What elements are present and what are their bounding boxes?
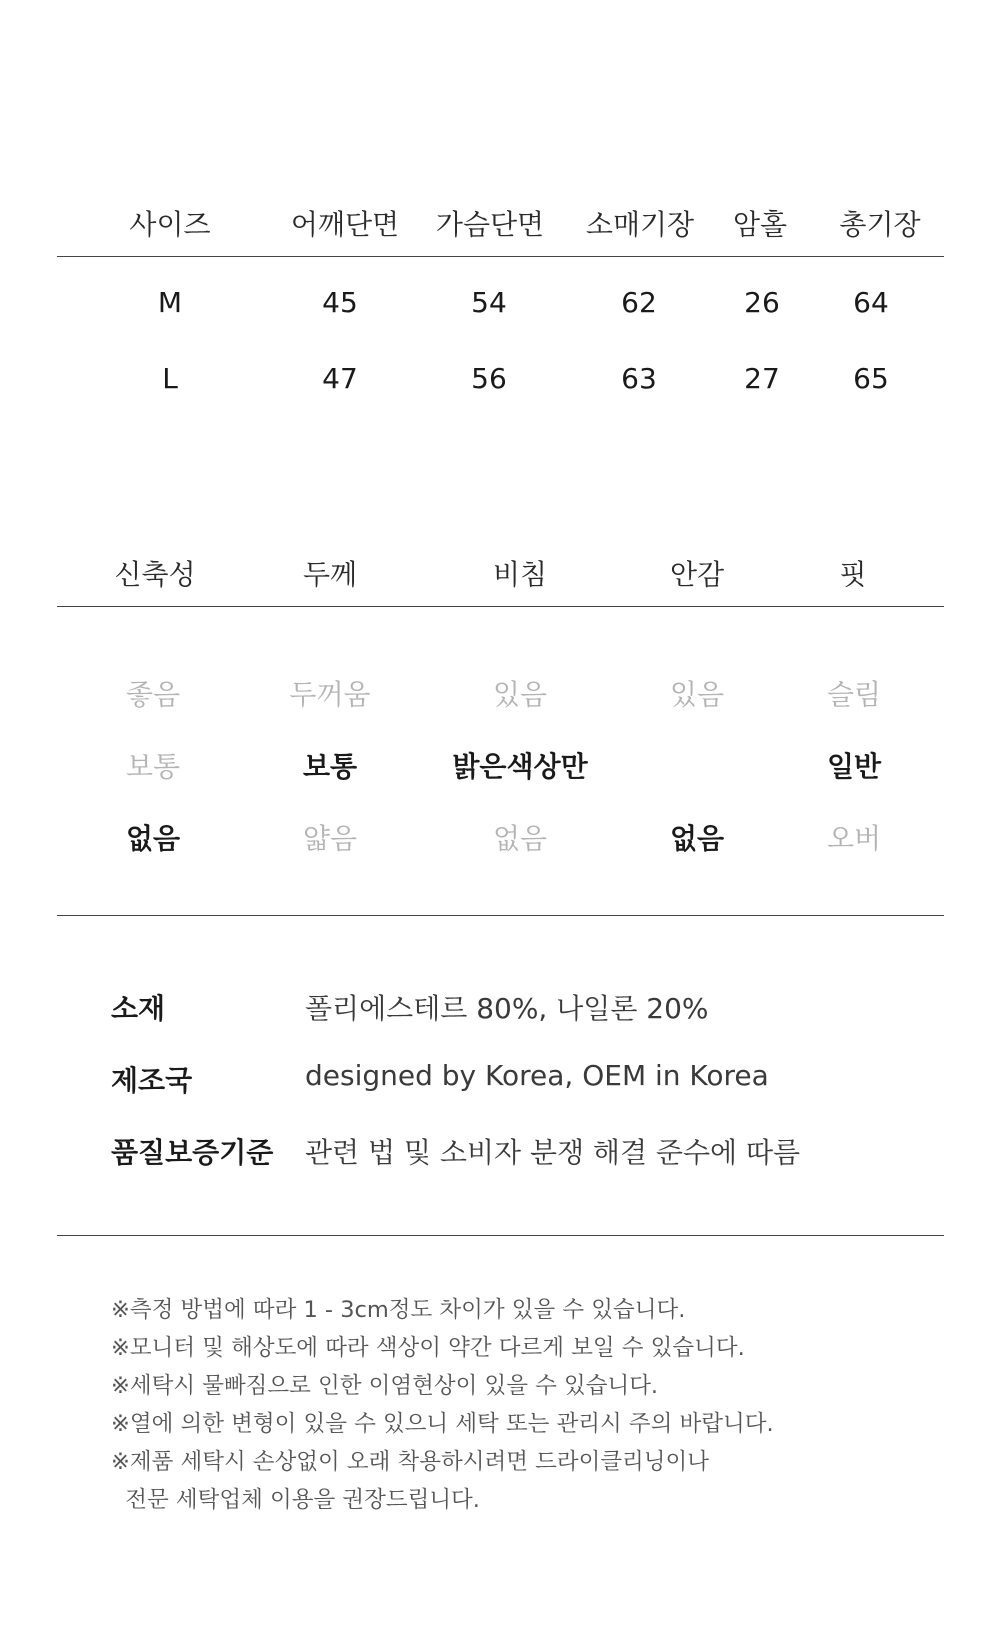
option-lining-none: 없음 [669,822,725,855]
size-label: M [157,286,183,319]
option-thickness-thin: 얇음 [302,822,358,855]
option-sheer-none: 없음 [492,822,548,855]
option-stretch-none: 없음 [125,822,181,855]
fabric-table-bottom-divider [57,915,944,916]
chest-value: 54 [471,286,507,319]
chest-value: 56 [471,362,507,395]
info-label: 소재 [111,992,166,1025]
note-line: ※열에 의한 변형이 있을 수 있으니 세탁 또는 관리시 주의 바랍니다. [111,1411,774,1437]
size-header-size: 사이즈 [129,208,211,241]
option-lining-yes: 있음 [669,678,725,711]
option-fit-slim: 슬림 [826,678,882,711]
size-header-length: 총기장 [839,208,921,241]
info-value: 폴리에스테르 80%, 나일론 20% [305,992,709,1025]
sleeve-value: 62 [621,286,657,319]
sleeve-value: 63 [621,362,657,395]
size-header-sleeve: 소매기장 [585,208,695,241]
fabric-header-sheerness: 비침 [492,558,548,591]
shoulder-value: 47 [322,362,358,395]
size-table-divider [57,256,944,257]
armhole-value: 27 [744,362,780,395]
option-thickness-thick: 두꺼움 [289,678,371,711]
fabric-header-lining: 안감 [669,558,725,591]
note-line: ※제품 세탁시 손상없이 오래 착용하시려면 드라이클리닝이나 [111,1449,709,1475]
info-label: 품질보증기준 [111,1136,274,1169]
option-fit-over: 오버 [826,822,882,855]
option-thickness-normal: 보통 [302,750,358,783]
info-value: designed by Korea, OEM in Korea [305,1059,769,1092]
note-line: 전문 세탁업체 이용을 권장드립니다. [111,1487,480,1513]
info-label: 제조국 [111,1064,193,1097]
armhole-value: 26 [744,286,780,319]
fabric-header-stretch: 신축성 [114,558,196,591]
care-notes [111,1291,774,1519]
size-label: L [162,362,178,395]
size-header-chest: 가슴단면 [435,208,545,241]
size-header-shoulder: 어깨단면 [290,208,400,241]
option-sheer-yes: 있음 [492,678,548,711]
note-line: ※측정 방법에 따라 1 - 3cm정도 차이가 있을 수 있습니다. [111,1297,686,1323]
option-sheer-light-only: 밝은색상만 [452,750,588,783]
option-stretch-good: 좋음 [125,678,181,711]
info-bottom-divider [57,1235,944,1236]
option-fit-regular: 일반 [826,750,882,783]
size-header-armhole: 암홀 [732,208,788,241]
shoulder-value: 45 [322,286,358,319]
fabric-header-fit: 핏 [839,558,867,591]
length-value: 64 [853,286,889,319]
fabric-header-thickness: 두께 [302,558,358,591]
note-line: ※모니터 및 해상도에 따라 색상이 약간 다르게 보일 수 있습니다. [111,1335,745,1361]
length-value: 65 [853,362,889,395]
note-line: ※세탁시 물빠짐으로 인한 이염현상이 있을 수 있습니다. [111,1373,659,1399]
option-stretch-normal: 보통 [125,750,181,783]
info-value: 관련 법 및 소비자 분쟁 해결 준수에 따름 [305,1136,801,1169]
fabric-table-divider [57,606,944,607]
